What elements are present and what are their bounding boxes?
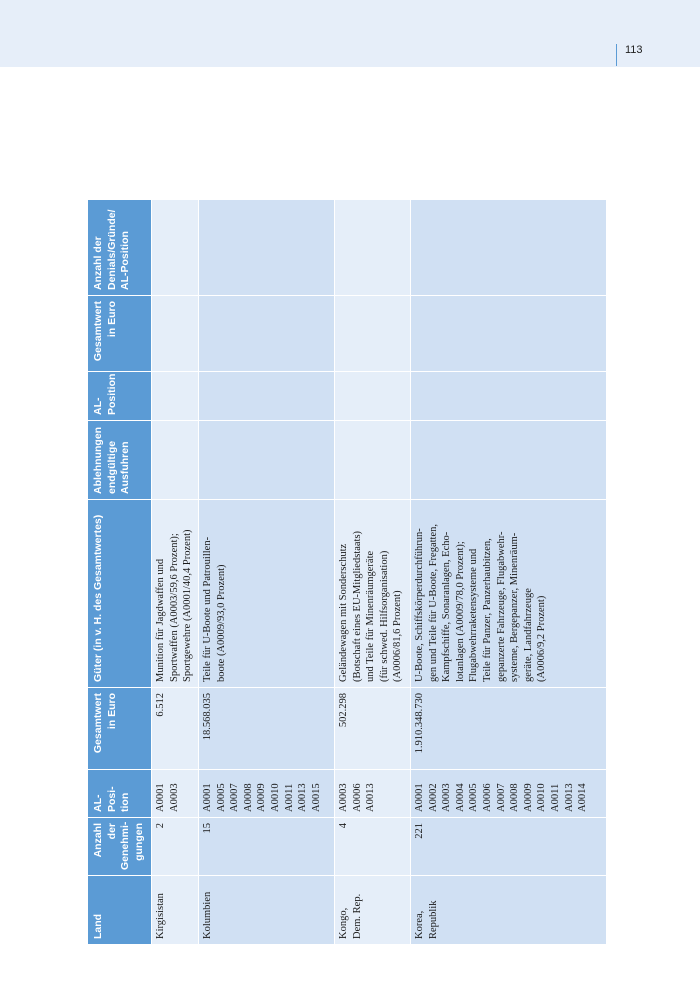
header-ablehnungen: Ablehnungen endgültige Ausfuhren [88, 421, 152, 500]
cell-gesamtwert: 502.298 [335, 688, 411, 770]
table-row [199, 200, 335, 945]
cell-denials [411, 200, 607, 296]
cell-land: Korea, Republik [411, 876, 607, 945]
header-gesamtwert-2: Gesamtwert in Euro [88, 296, 152, 372]
cell-gueter: Geländewagen mit Sonderschutz (Botschaft eines EU-Mitgliedstaats) und Teile für Minenräumgeräte (für schwed. Hilfsorganisation) (A0006/81,6 Prozent) [335, 500, 411, 688]
cell-anzahl: 2 [152, 818, 199, 876]
cell-al-position [152, 372, 199, 421]
page-number: 113 [625, 44, 643, 56]
header-al-position: AL- Position [88, 372, 152, 421]
cell-gesamtwert-2 [199, 296, 335, 372]
table-row [335, 200, 411, 945]
cell-gesamtwert: 18.568.035 [199, 688, 335, 770]
cell-ablehnungen [335, 421, 411, 500]
cell-ablehnungen [152, 421, 199, 500]
cell-denials [199, 200, 335, 296]
cell-positions: A0001 A0002 A0003 A0004 A0005 A0006 A0007 A0008 A0009 A0010 A0011 A0013 A0014 [411, 770, 607, 818]
cell-ablehnungen [411, 421, 607, 500]
cell-land: Kongo, Dem. Rep. [335, 876, 411, 945]
cell-denials [335, 200, 411, 296]
header-denials: Anzahl der Denials/Gründe/ AL-Position [88, 200, 152, 296]
cell-anzahl: 221 [411, 818, 607, 876]
cell-gesamtwert-2 [335, 296, 411, 372]
cell-gesamtwert: 1.910.348.730 [411, 688, 607, 770]
cell-gueter: Munition für Jagdwaffen und Sportwaffen (A0003/59,6 Prozent); Sportgewehre (A0001/40,4 Prozent) [152, 500, 199, 688]
cell-positions: A0001 A0005 A0007 A0008 A0009 A0010 A0011 A0013 A0015 [199, 770, 335, 818]
cell-anzahl: 15 [199, 818, 335, 876]
cell-land: Kolumbien [199, 876, 335, 945]
cell-gueter: Teile für U-Boote und Patrouillen- boote (A0009/93,0 Prozent) [199, 500, 335, 688]
header-band [0, 0, 700, 67]
export-license-table [87, 200, 607, 945]
header-gueter: Güter (in v. H. des Gesamtwertes) [88, 500, 152, 688]
cell-land: Kirgisistan [152, 876, 199, 945]
header-land: Land [88, 876, 152, 945]
header-gesamtwert: Gesamtwert in Euro [88, 688, 152, 770]
header-anzahl: Anzahl der Genehmi- gungen [88, 818, 152, 876]
cell-gueter: U-Boote, Schiffskörperdurchführun- gen und Teile für U-Boote, Fregatten, Kampfschiffe, Sonaranlagen, Echo- lotanlagen (A0009/78,0 Prozent); Flugabwehrraketensysteme und Teile für Panzer, Panzerhaubitzen, gepanzerte Fahrzeuge, Flugabwehr- systeme, Bergepanzer, Minenräum- geräte, Landfahrzeuge (A0006/9,2 Prozent) [411, 500, 607, 688]
cell-al-position [411, 372, 607, 421]
header-al-posi: AL- Posi- tion [88, 770, 152, 818]
cell-al-position [199, 372, 335, 421]
table-row [411, 200, 607, 945]
cell-ablehnungen [199, 421, 335, 500]
cell-gesamtwert-2 [152, 296, 199, 372]
cell-anzahl: 4 [335, 818, 411, 876]
cell-positions: A0001 A0003 [152, 770, 199, 818]
header-row [88, 200, 152, 945]
cell-gesamtwert-2 [411, 296, 607, 372]
page-number-rule [616, 44, 617, 66]
rotated-table-wrapper [87, 200, 617, 945]
table-row [152, 200, 199, 945]
cell-al-position [335, 372, 411, 421]
cell-denials [152, 200, 199, 296]
cell-gesamtwert: 6.512 [152, 688, 199, 770]
table-area [87, 200, 617, 945]
cell-positions: A0003 A0006 A0013 [335, 770, 411, 818]
